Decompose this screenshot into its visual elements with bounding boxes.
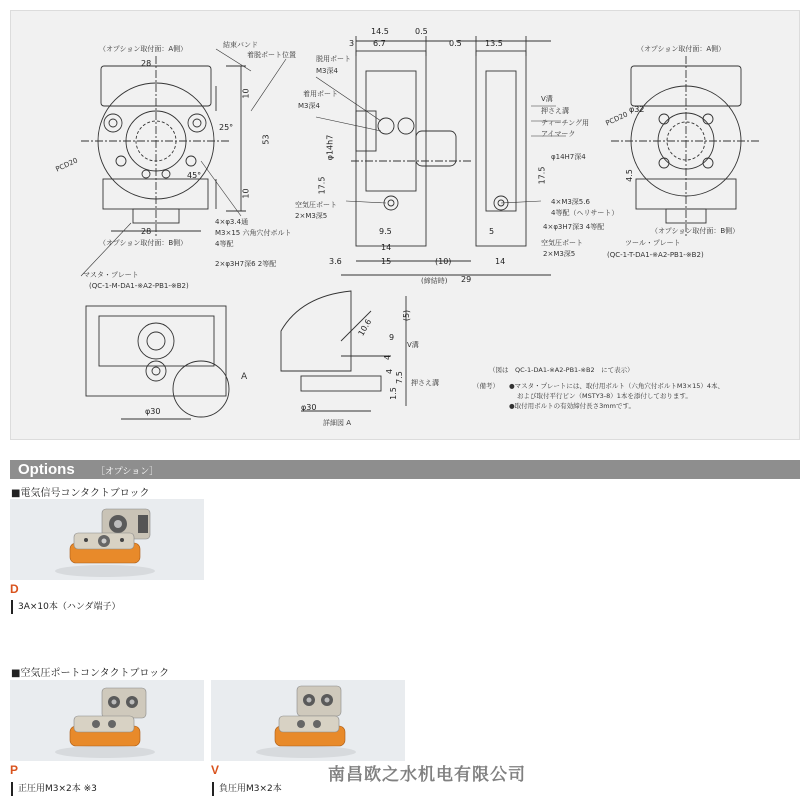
- remark-label: （備考）: [473, 382, 499, 390]
- technical-drawing: [10, 10, 800, 440]
- dim-45-deg: 45°: [187, 171, 202, 180]
- label-pins: 4×φ3H7深3 4等配: [543, 223, 605, 231]
- product-image-positive-pressure: [10, 680, 204, 761]
- dim-29: 29: [461, 275, 472, 284]
- dim-14-5: 14.5: [371, 27, 389, 36]
- label-eye-mark: アイマーク: [541, 130, 576, 138]
- dim-phi32: φ32: [629, 105, 645, 114]
- tool-plate-plan-view: [611, 56, 761, 236]
- label-tool-plate-code: (QC-1-T-DA1-※A2-PB1-※B2): [607, 251, 704, 259]
- option-letter-p: P: [10, 763, 19, 777]
- dim-9-5: 9.5: [379, 227, 392, 236]
- dim-10-6: 10.6: [356, 317, 374, 338]
- dim-13-5: 13.5: [485, 39, 503, 48]
- dim-3: 3: [349, 39, 355, 48]
- label-holes-34: 4×φ3.4通: [215, 218, 249, 226]
- label-m3-5-b: 2×M3深5: [543, 250, 576, 258]
- coupled-side-view: [341, 36, 551, 275]
- label-m3-4-a: M3深4: [316, 67, 338, 75]
- label-opt-b-right: （オプション取付面：B側）: [651, 227, 740, 235]
- remark-line-2: および取付平行ピン（MSTY3-8）1本を添付しております。: [517, 392, 692, 400]
- master-plate-plan-view: [81, 56, 249, 236]
- dim-10-bottom: 10: [241, 188, 251, 199]
- label-detail-v: V溝: [407, 341, 419, 349]
- dim-17-5-right: 17.5: [537, 166, 547, 185]
- dim-5-paren: (5): [402, 309, 412, 322]
- label-v-groove: V溝: [541, 95, 553, 103]
- dim-phi14h7: φ14h7: [325, 134, 335, 161]
- dim-4-5: 4.5: [624, 169, 634, 182]
- dim-10-top: 10: [241, 88, 251, 99]
- label-opt-a-right: （オプション取付面：A側）: [637, 45, 726, 53]
- options-header-bar: [10, 460, 800, 479]
- option-letter-v: V: [211, 763, 220, 777]
- dim-28-bottom: 28: [141, 227, 152, 236]
- label-m3-4-b: M3深4: [298, 102, 320, 110]
- dim-10-paren: (10): [435, 257, 452, 266]
- label-detail-press: 押さえ溝: [411, 379, 439, 387]
- detail-a-view: [281, 291, 406, 411]
- label-master-plate-code: (QC-1-M-DA1-※A2-PB1-※B2): [89, 282, 189, 290]
- dim-5: 5: [489, 227, 495, 236]
- remark-line-1: ●マスタ・プレートには、取付用ボルト（六角穴付ボルトM3×15）4本、: [509, 382, 725, 390]
- option-letter-d: D: [10, 582, 19, 596]
- dim-3-6: 3.6: [329, 257, 342, 266]
- label-coupled: (締結時): [421, 277, 448, 285]
- drawing-linework: [11, 11, 800, 440]
- section-title-pneumatic: ■空気圧ポートコンタクトブロック: [11, 668, 170, 679]
- label-m3-5-a: 2×M3深5: [295, 212, 328, 220]
- label-hole-14: φ14H7深4: [551, 153, 586, 161]
- product-image-negative-pressure: [211, 680, 405, 761]
- section-title-electrical: ■電気信号コンタクトブロック: [11, 488, 150, 499]
- dim-phi30-detail: φ30: [301, 403, 317, 412]
- option-desc-p: 正圧用M3×2本 ※3: [11, 782, 97, 796]
- label-release-port: 脱用ポート: [316, 55, 351, 63]
- label-press-groove: 押さえ溝: [541, 107, 569, 115]
- label-air-port: 空気圧ポート: [295, 201, 337, 209]
- option-desc-d: 3A×10本（ハンダ端子）: [11, 600, 121, 614]
- dim-1-5: 1.5: [388, 387, 398, 400]
- options-subtitle: ［オプション］: [96, 467, 159, 477]
- dim-25-deg: 25°: [219, 123, 234, 132]
- label-pcd-left: PCD20: [54, 156, 80, 174]
- label-teaching: ティーチング用: [541, 119, 589, 127]
- label-detail-a-marker: A: [241, 372, 248, 382]
- label-pin-holes: 2×φ3H7深6 2等配: [215, 260, 277, 268]
- label-air-port-right: 空気圧ポート: [541, 239, 583, 247]
- label-seat-port: 着用ポート: [303, 90, 338, 98]
- label-pcd-right: PCD20: [604, 110, 630, 128]
- label-equal4-helisert: 4等配（ヘリサート）: [551, 209, 619, 217]
- dim-53: 53: [261, 134, 271, 145]
- label-opt-b-left: （オプション取付面：B側）: [99, 239, 188, 247]
- front-view-bottom: [86, 306, 229, 419]
- dim-0-5-b: 0.5: [449, 39, 462, 48]
- label-opt-a-left: （オプション取付面：A側）: [99, 45, 188, 53]
- dim-6-7: 6.7: [373, 39, 386, 48]
- remark-line-3: ●取付用ボルトの有効締付長さ3mmです。: [509, 402, 635, 410]
- dim-0-5-a: 0.5: [415, 27, 428, 36]
- label-band: 結束バンド: [223, 41, 258, 49]
- label-bolt: M3×15 六角穴付ボルト: [215, 229, 292, 237]
- label-holes-m3: 4×M3深5.6: [551, 198, 590, 206]
- dim-28-top: 28: [141, 59, 152, 68]
- dim-4: 4: [383, 354, 393, 361]
- dim-14-left: 14: [381, 243, 392, 252]
- options-title: Options: [18, 461, 75, 478]
- product-image-electrical: [10, 499, 204, 580]
- company-watermark: 南昌欧之水机电有限公司: [328, 765, 526, 785]
- dim-9: 9: [389, 333, 395, 342]
- figure-note: （図は QC-1-DA1-※A2-PB1-※B2 にて表示）: [489, 366, 634, 374]
- option-desc-v: 負圧用M3×2本: [212, 782, 282, 796]
- label-equal4: 4等配: [215, 240, 234, 248]
- label-tool-plate: ツール・プレート: [625, 239, 681, 247]
- dim-15: 15: [381, 257, 392, 266]
- dim-7-5: 7.5: [394, 371, 404, 384]
- label-master-plate: マスタ・プレート: [83, 271, 139, 279]
- tool-plate-side-view: [456, 36, 551, 246]
- dim-17-5-left: 17.5: [317, 176, 327, 195]
- dim-phi30-front: φ30: [145, 407, 161, 416]
- dim-4-b: 4: [385, 368, 395, 375]
- label-detail-a: 詳細図 A: [323, 419, 352, 427]
- dim-14-right: 14: [495, 257, 506, 266]
- label-seat-port-position: 着脱ポート位置: [247, 51, 296, 59]
